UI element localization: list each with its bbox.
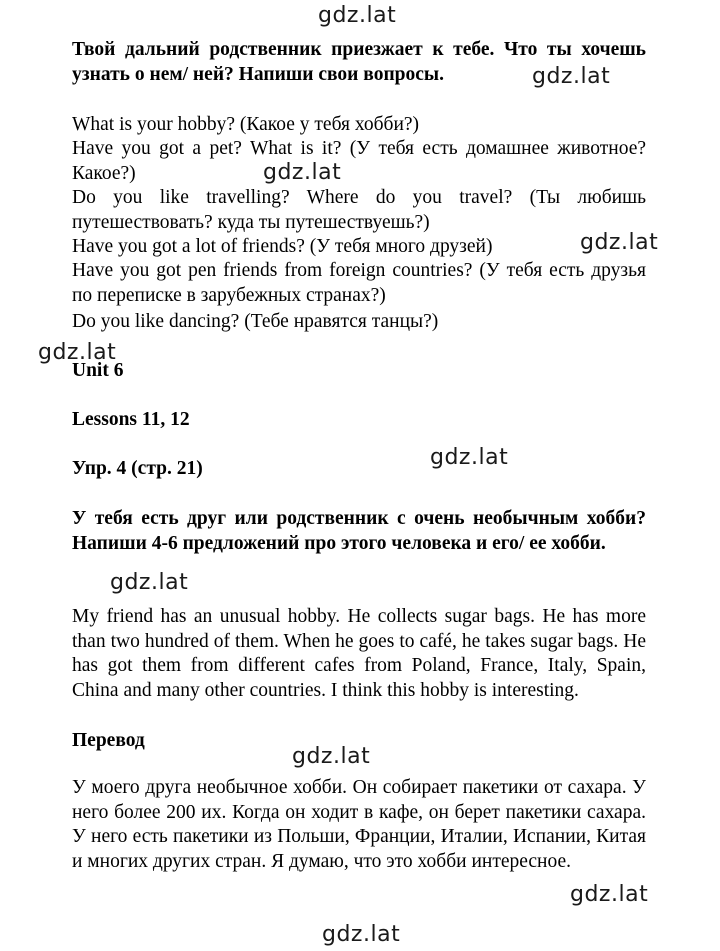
watermark: gdz.lat xyxy=(532,64,611,89)
watermark: gdz.lat xyxy=(322,922,401,947)
task2-answer: My friend has an unusual hobby. He collects sugar bags. He has more than two hundred of them. When he goes to café, he takes sugar bags. He has got them from different cafes from Poland, France, Italy, Spain, China and many other countries. I think this hobby is interesting. xyxy=(72,606,646,701)
translation-heading: Перевод xyxy=(72,730,145,751)
question-5: Have you got pen friends from foreign countries? (У тебя есть друзья по переписке в зарубежных странах?) xyxy=(72,260,646,306)
exercise-title: Упр. 4 (стр. 21) xyxy=(72,458,203,479)
task2-heading: У тебя есть друг или родственник с очень необычным хобби? Напиши 4-6 предложений про этого человека и его/ ее хобби. xyxy=(72,508,646,554)
watermark: gdz.lat xyxy=(318,3,397,28)
watermark: gdz.lat xyxy=(580,230,659,255)
question-1: What is your hobby? (Какое у тебя хобби?) xyxy=(72,114,420,135)
question-2: Have you got a pet? What is it? (У тебя есть домашнее животное? Какое?) xyxy=(72,138,646,184)
watermark: gdz.lat xyxy=(570,882,649,907)
translation-text: У моего друга необычное хобби. Он собирает пакетики от сахара. У него более 200 их. Когда он ходит в кафе, он берет пакетики сахара. У него есть пакетики из Польши, Франции, Италии, Испании, Китая и многих других стран. Я думаю, что это хобби интересное. xyxy=(72,777,646,872)
watermark: gdz.lat xyxy=(263,160,342,185)
watermark: gdz.lat xyxy=(38,340,117,365)
question-6: Do you like dancing? (Тебе нравятся танцы?) xyxy=(72,311,439,332)
question-3: Do you like travelling? Where do you travel? (Ты любишь путешествовать? куда ты путешествуешь?) xyxy=(72,187,646,233)
watermark: gdz.lat xyxy=(292,744,371,769)
question-4: Have you got a lot of friends? (У тебя много друзей) xyxy=(72,236,493,257)
watermark: gdz.lat xyxy=(110,570,189,595)
lessons-title: Lessons 11, 12 xyxy=(72,409,190,430)
watermark: gdz.lat xyxy=(430,445,509,470)
unit-title: Unit 6 xyxy=(72,360,124,381)
task1-heading: Твой дальний родственник приезжает к тебе. Что ты хочешь узнать о нем/ ней? Напиши свои вопросы. xyxy=(72,39,646,85)
